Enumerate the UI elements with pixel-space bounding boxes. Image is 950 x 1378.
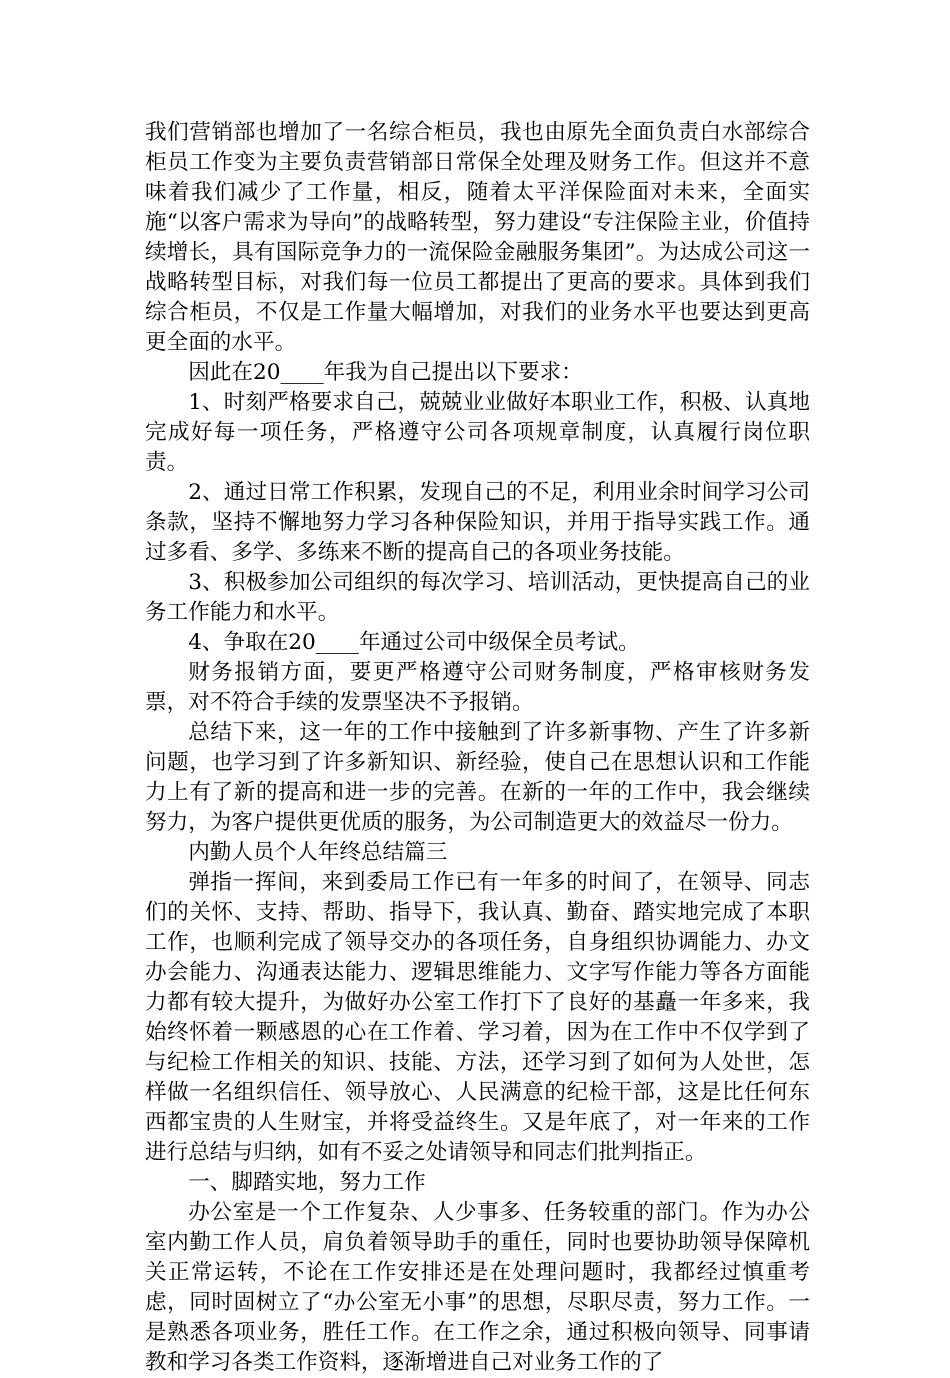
paragraph-continued-intro: 我们营销部也增加了一名综合柜员，我也由原先全面负责白水部综合柜员工作变为主要负责营销部日常保全处理及财务工作。但这并不意味着我们减少了工作量，相反，随着太平洋保险面对未来，全面实施“以客户需求为导向”的战略转型，努力建设“专注保险主业，价值持续增长，具有国际竞争力的一流保险金融服务集团”。为达成公司这一战略转型目标，对我们每一位员工都提出了更高的要求。具体到我们综合柜员，不仅是工作量大幅增加，对我们的业务水平也要达到更高更全面的水平。 <box>145 120 810 355</box>
paragraph-requirement-1: 1、时刻严格要求自己，兢兢业业做好本职业工作，积极、认真地完成好每一项任务，严格遵守公司各项规章制度，认真履行岗位职责。 <box>145 390 810 475</box>
paragraph-reimbursement: 财务报销方面，要更严格遵守公司财务制度，严格审核财务发票，对不符合手续的发票坚决不予报销。 <box>145 660 810 715</box>
paragraph-requirement-3: 3、积极参加公司组织的每次学习、培训活动，更快提高自己的业务工作能力和水平。 <box>145 570 810 625</box>
paragraph-requirement-4: 4、争取在20____年通过公司中级保全员考试。 <box>188 630 640 655</box>
section-heading-part-three: 内勤人员个人年终总结篇三 <box>188 840 448 865</box>
paragraph-requirement-2: 2、通过日常工作积累，发现自己的不足，利用业余时间学习公司条款，坚持不懈地努力学习各种保险知识，并用于指导实践工作。通过多看、多学、多练来不断的提高自己的各项业务技能。 <box>145 480 810 565</box>
subheading-work-hard: 一、脚踏实地，努力工作 <box>188 1170 426 1195</box>
paragraph-part-three-intro: 弹指一挥间，来到委局工作已有一年多的时间了，在领导、同志们的关怀、支持、帮助、指导下，我认真、勤奋、踏实地完成了本职工作，也顺利完成了领导交办的各项任务，自身组织协调能力、办文办会能力、沟通表达能力、逻辑思维能力、文字写作能力等各方面能力都有较大提升，为做好办公室工作打下了良好的基矗一年多来，我始终怀着一颗感恩的心在工作着、学习着，因为在工作中不仅学到了与纪检工作相关的知识、技能、方法，还学习到了如何为人处世，怎样做一名组织信任、领导放心、人民满意的纪检干部，这是比任何东西都宝贵的人生财宝，并将受益终生。又是年底了，对一年来的工作进行总结与归纳，如有不妥之处请领导和同志们批判指正。 <box>145 870 810 1165</box>
paragraph-requirements-lead: 因此在20____年我为自己提出以下要求： <box>188 360 583 385</box>
paragraph-summary: 总结下来，这一年的工作中接触到了许多新事物、产生了许多新问题，也学习到了许多新知识、新经验，使自己在思想认识和工作能力上有了新的提高和进一步的完善。在新的一年的工作中，我会继续努力，为客户提供更优质的服务，为公司制造更大的效益尽一份力。 <box>145 720 810 835</box>
document-body <box>145 118 810 1378</box>
paragraph-office-work: 办公室是一个工作复杂、人少事多、任务较重的部门。作为办公室内勤工作人员，肩负着领导助手的重任，同时也要协助领导保障机关正常运转，不论在工作安排还是在处理问题时，我都经过慎重考虑，同时固树立了“办公室无小事”的思想，尽职尽责，努力工作。一是熟悉各项业务，胜任工作。在工作之余，通过积极向领导、同事请教和学习各类工作资料，逐渐增进自己对业务工作的了 <box>145 1200 810 1375</box>
